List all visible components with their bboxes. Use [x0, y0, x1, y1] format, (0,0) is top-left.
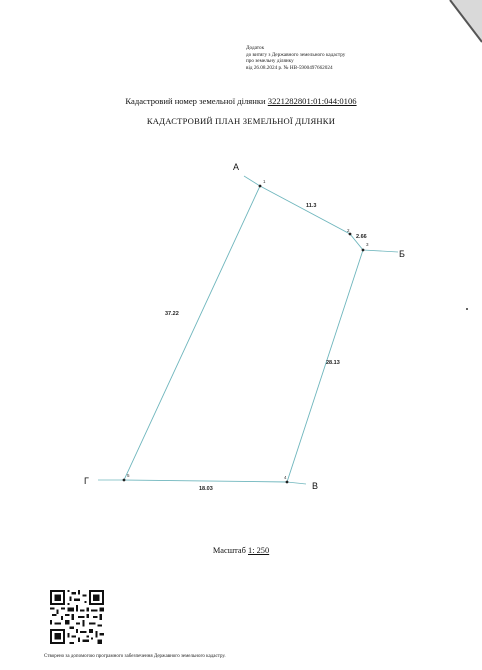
appendix-line: від 26.08.2024 р. № НВ-5900497662024	[246, 64, 333, 71]
point-number: 3	[366, 242, 369, 247]
corner-label-v: В	[312, 481, 319, 491]
qr-code-icon	[50, 590, 104, 644]
plan-title: КАДАСТРОВИЙ ПЛАН ЗЕМЕЛЬНОЇ ДІЛЯНКИ	[146, 116, 336, 126]
side-length-label: 18.03	[199, 486, 213, 492]
cadastral-number-label: Кадастровий номер земельної ділянки	[125, 96, 266, 106]
vertex-point	[349, 233, 352, 236]
point-number: 5	[127, 473, 130, 478]
side-length-label: 2.66	[356, 234, 367, 240]
vertex-point	[362, 249, 365, 252]
point-number: 2	[347, 228, 350, 233]
footer-note: Створено за допомогою програмного забезпечення Державного земельного кадастру.	[44, 654, 226, 659]
adjacent-line-b	[363, 250, 398, 252]
appendix-line: про земельну ділянку	[246, 58, 294, 65]
adjacent-line-a	[244, 176, 260, 186]
point-number: 4	[284, 475, 287, 480]
cadastral-number-value: 3221282801:01:044:0106	[267, 96, 357, 106]
corner-label-g: Г	[84, 476, 89, 486]
vertex-point	[123, 479, 126, 482]
appendix-line: до витягу з Державного земельного кадастру	[246, 51, 346, 58]
parcel-boundary	[124, 186, 363, 482]
appendix-line: Додаток	[246, 45, 265, 51]
side-length-label: 37.22	[165, 311, 179, 317]
point-number: 1	[263, 179, 266, 184]
adjacent-line-v	[287, 482, 306, 484]
side-length-label: 11.3	[306, 203, 317, 209]
corner-label-a: А	[233, 162, 240, 172]
scan-speck	[466, 308, 468, 310]
scale-label: Масштаб	[212, 546, 246, 555]
corner-label-b: Б	[399, 249, 405, 259]
side-length-label: 28.13	[326, 360, 340, 366]
scale-value: 1: 250	[248, 546, 270, 555]
vertex-point	[286, 481, 289, 484]
scale-line	[0, 546, 482, 555]
vertex-point	[259, 185, 262, 188]
